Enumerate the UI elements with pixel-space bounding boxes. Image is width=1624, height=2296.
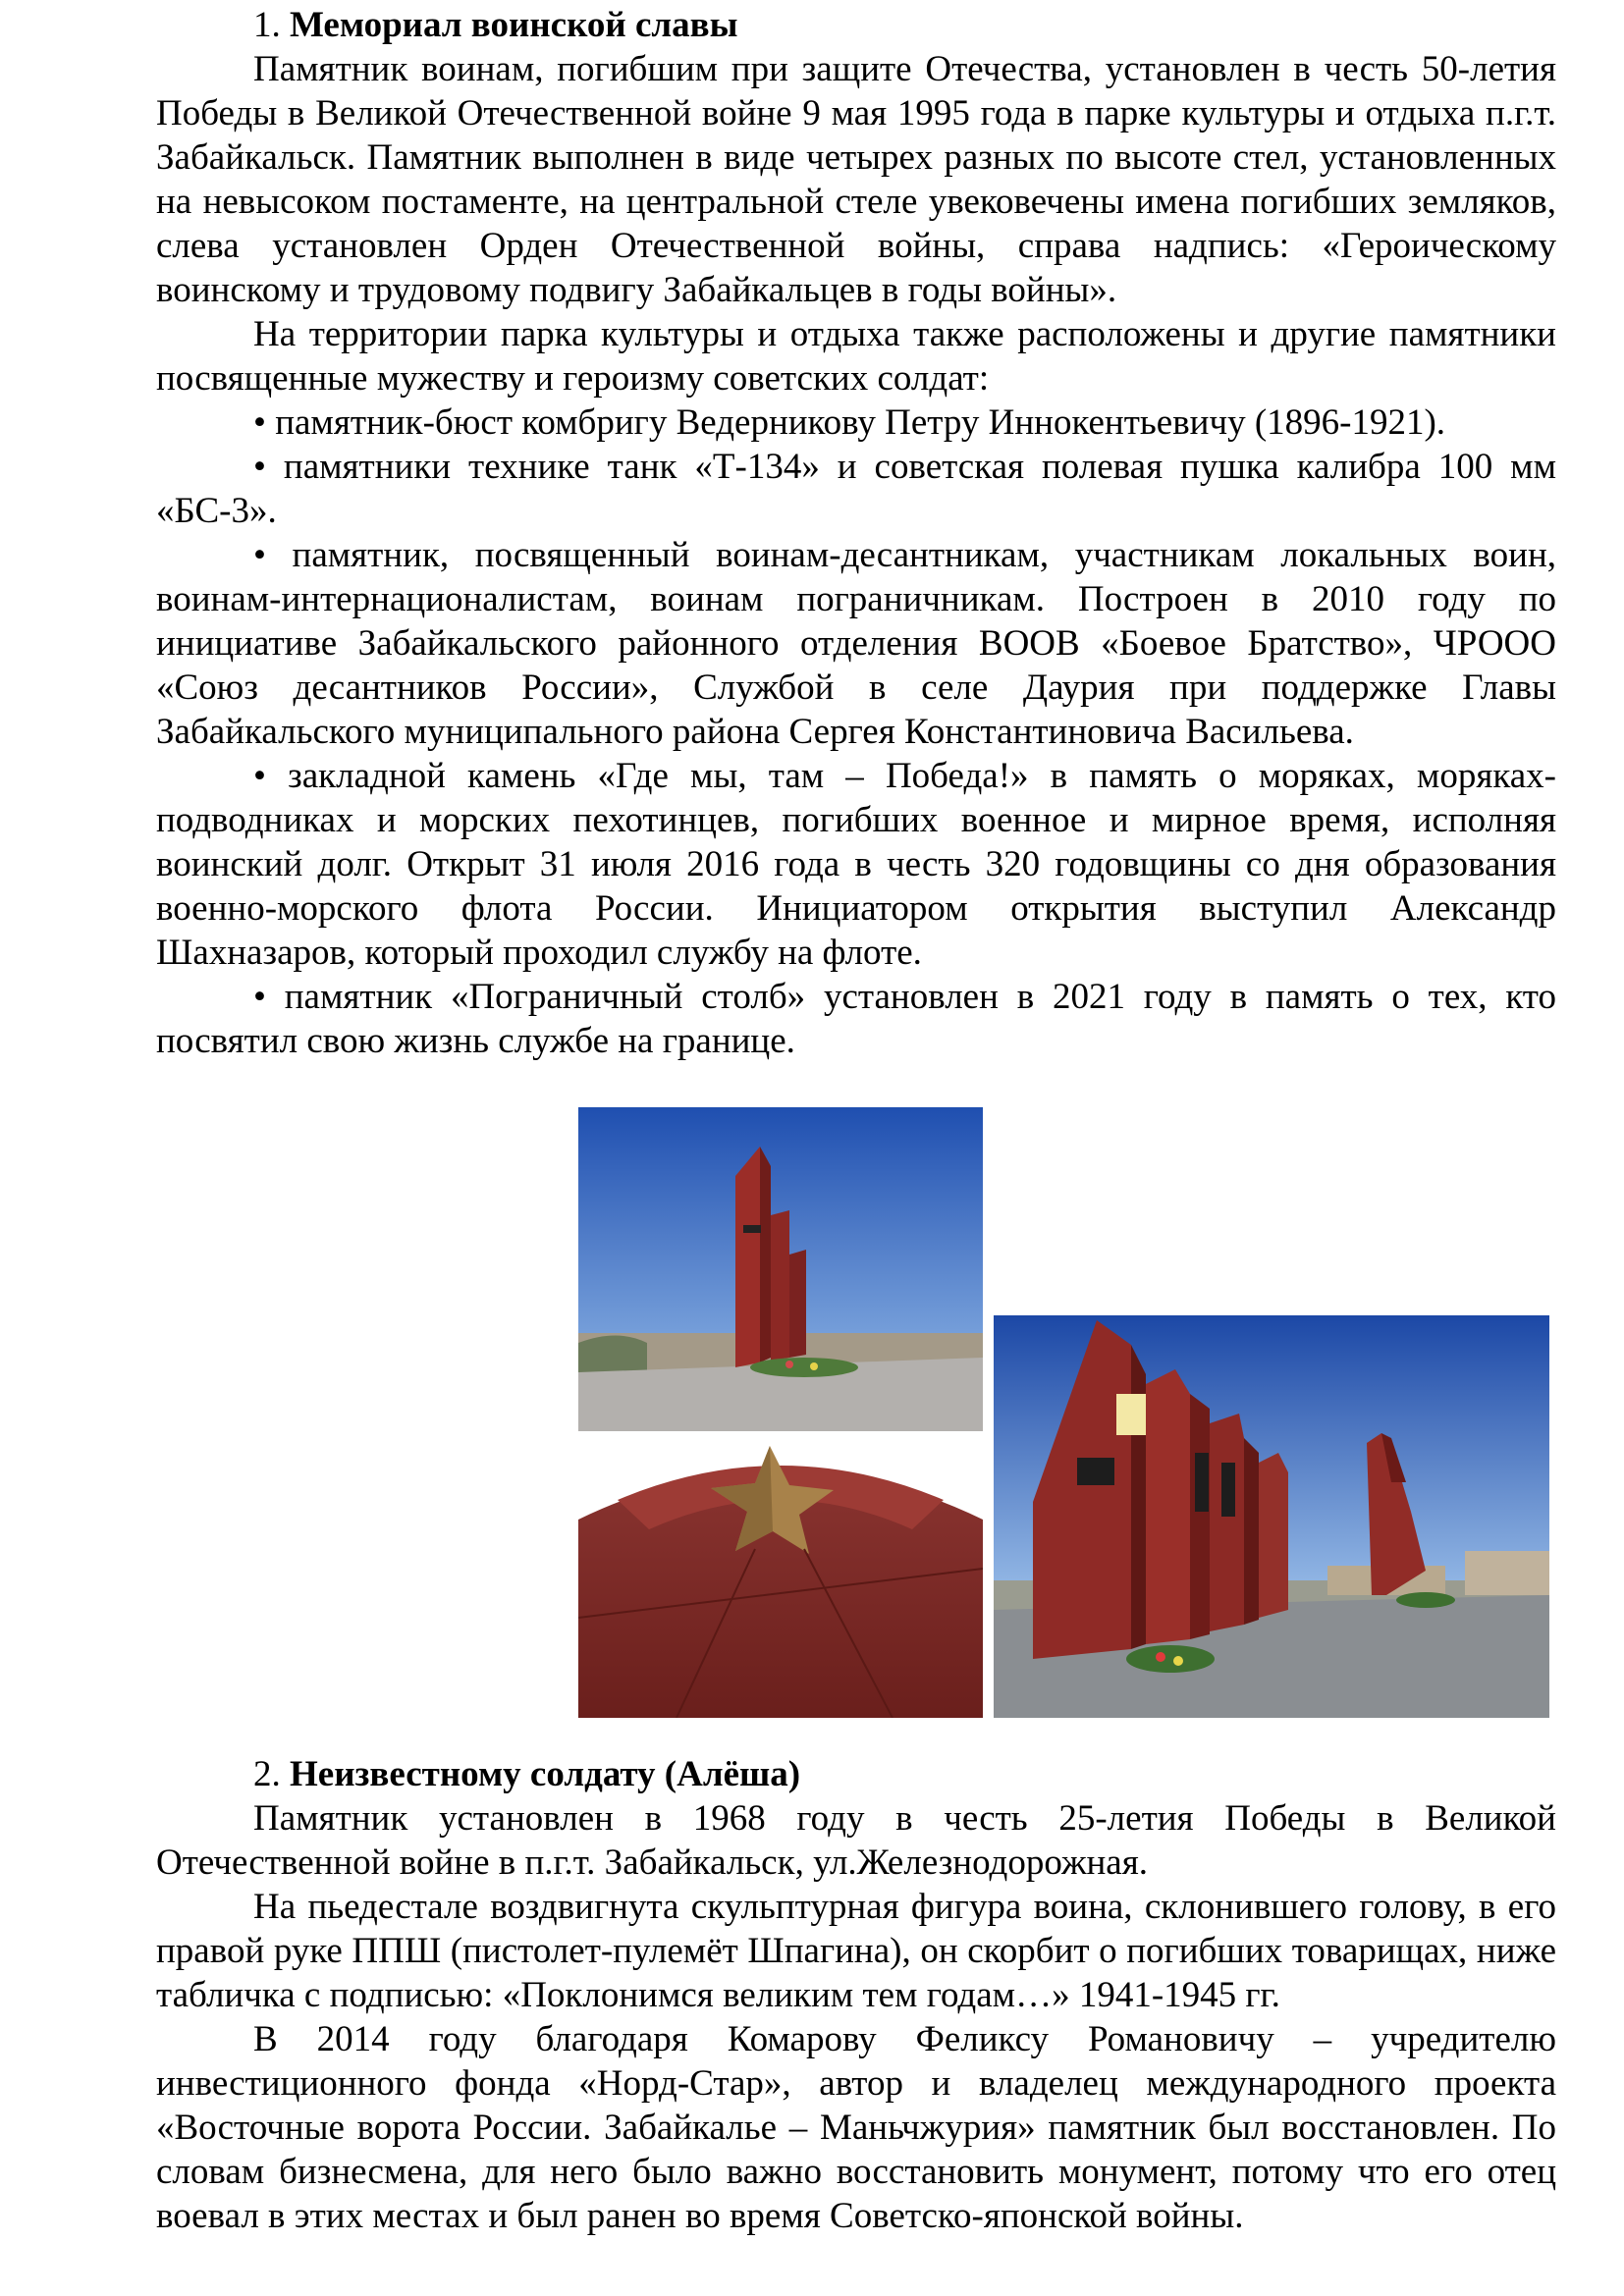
paragraph: Памятник установлен в 1968 году в честь 25-летия Победы в Великой Отечественной войне в п.г.т. Забайкальск, ул.Железнодорожная.: [156, 1798, 1556, 1883]
section-memorial: [156, 3, 1556, 1063]
section-title: Мемориал воинской славы: [290, 5, 738, 45]
document-page: [156, 0, 1556, 2296]
list-item: • памятник «Пограничный столб» установлен в 2021 году в память о тех, кто посвятил свою жизнь службе на границе.: [156, 977, 1556, 1061]
section-heading: [156, 1752, 1556, 1796]
paragraph: На территории парка культуры и отдыха также расположены и другие памятники посвященные мужеству и героизму советских солдат:: [156, 314, 1556, 399]
section-number: 1.: [253, 5, 281, 45]
list-item: • памятник-бюст комбригу Ведерникову Петру Иннокентьевичу (1896-1921).: [253, 402, 1446, 443]
memorial-steles-photo: [994, 1315, 1549, 1718]
section-title: Неизвестному солдату (Алёша): [290, 1754, 801, 1794]
list-item: • закладной камень «Где мы, там – Победа!» в память о моряках, моряках-подводниках и морских пехотинцев, погибших военное и мирное время, исполняя воинский долг. Открыт 31 июля 2016 года в честь 320 годовщины со дня образования военно-морского флота России. Инициатором открытия выступил Александр Шахназаров, который проходил службу на флоте.: [156, 756, 1556, 973]
list-item: • памятник, посвященный воинам-десантникам, участникам локальных воин, воинам-интернационалистам, воинам пограничникам. Построен в 2010 году по инициативе Забайкальского районного отделения ВООВ «Боевое Братство», ЧРООО «Союз десантников России», Службой в селе Даурия при поддержке Главы Забайкальского муниципального района Сергея Константиновича Васильева.: [156, 535, 1556, 752]
section-number: 2.: [253, 1754, 281, 1794]
memorial-star-photo: [578, 1107, 983, 1718]
section-unknown-soldier: [156, 1752, 1556, 2238]
paragraph: В 2014 году благодаря Комарову Феликсу Романовичу – учредителю инвестиционного фонда «Норд-Стар», автор и владелец международного проекта «Восточные ворота России. Забайкалье – Маньчжурия» памятник был восстановлен. По словам бизнесмена, для него было важно восстановить монумент, потому что его отец воевал в этих местах и был ранен во время Советско-японской войны.: [156, 2019, 1556, 2236]
section-heading: [156, 3, 1556, 47]
list-item: • памятники технике танк «Т-134» и советская полевая пушка калибра 100 мм «БС-3».: [156, 447, 1556, 531]
paragraph: Памятник воинам, погибшим при защите Отечества, установлен в честь 50-летия Победы в Великой Отечественной войне 9 мая 1995 года в парке культуры и отдыха п.г.т. Забайкальск. Памятник выполнен в виде четырех разных по высоте стел, установленных на невысоком постаменте, на центральной стеле увековечены имена погибших земляков, слева установлен Орден Отечественной войны, справа надпись: «Героическому воинскому и трудовому подвигу Забайкальцев в годы войны».: [156, 49, 1556, 310]
paragraph: На пьедестале воздвигнута скульптурная фигура воина, склонившего голову, в его правой руке ППШ (пистолет-пулемёт Шпагина), он скорбит о погибших товарищах, ниже табличка с подписью: «Поклонимся великим тем годам…» 1941-1945 гг.: [156, 1887, 1556, 2015]
